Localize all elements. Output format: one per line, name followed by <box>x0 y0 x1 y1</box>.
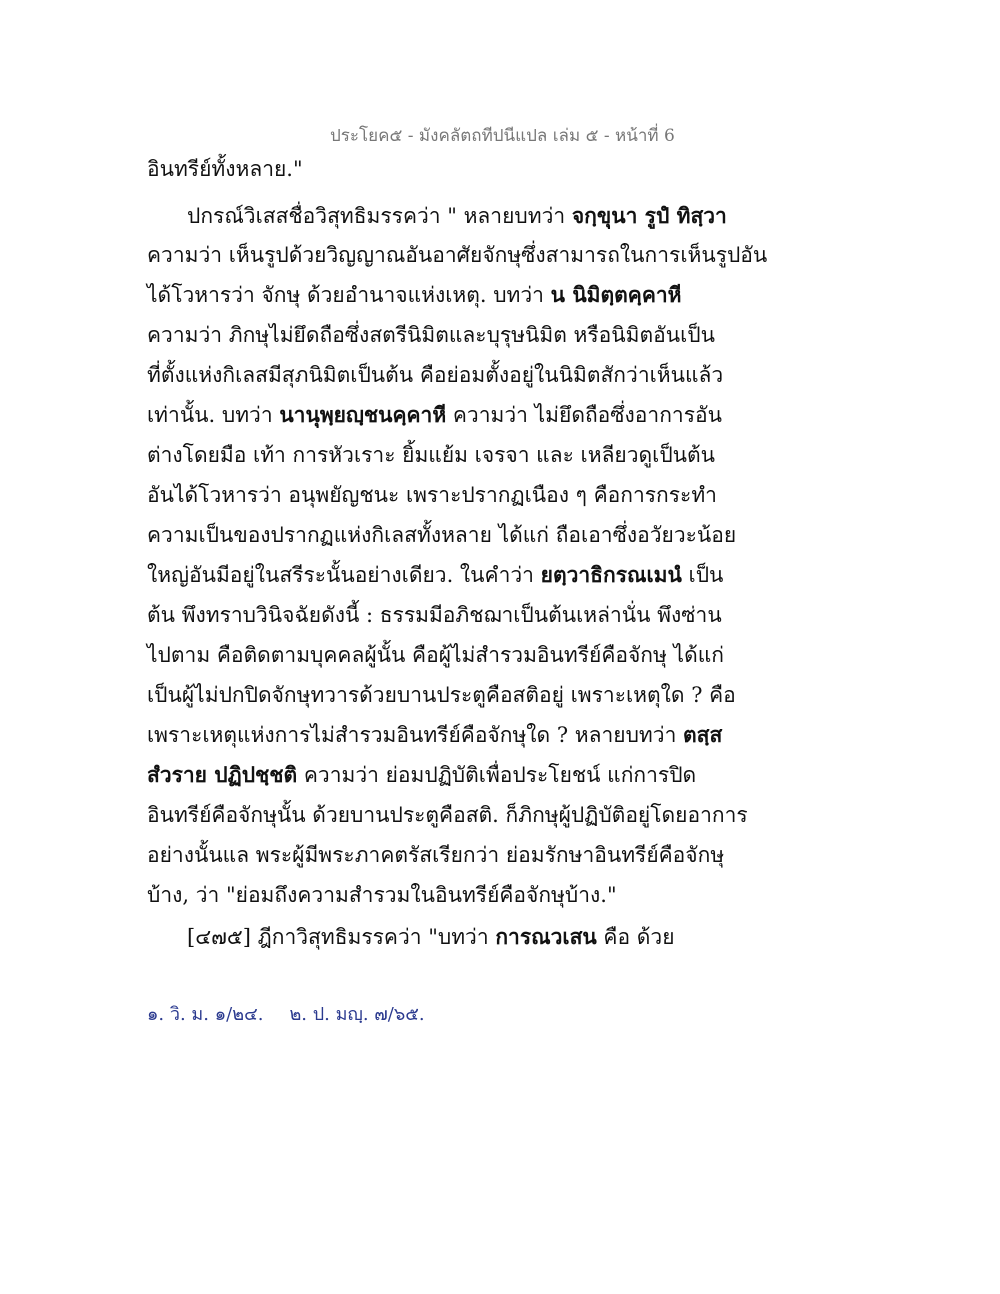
text-line <box>147 281 682 309</box>
text-line <box>147 641 724 669</box>
text-segment: ความเป็นของปรากฏแห่งกิเลสทั้งหลาย ได้แก่ ถือเอาซึ่งอวัยวะน้อย <box>147 523 737 547</box>
text-line <box>147 601 722 629</box>
footnote-2: ๒. ป. มญฺ. ๗/๖๕. <box>289 1004 425 1025</box>
text-line <box>147 801 748 829</box>
bold-term: จกฺขุนา รูปํ ทิสฺวา <box>571 203 727 228</box>
text-segment: ใหญ่อันมีอยู่ในสรีระนั้นอย่างเดียว. ในคำว่า <box>147 563 541 587</box>
text-line <box>147 155 303 183</box>
text-line <box>187 202 727 230</box>
text-line <box>147 841 724 869</box>
text-line <box>147 441 715 469</box>
bold-term: น นิมิตฺตคฺคาหี <box>550 282 682 307</box>
text-segment: เป็นผู้ไม่ปกปิดจักษุทวารด้วยบานประตูคือสติอยู่ เพราะเหตุใด ? คือ <box>147 683 736 707</box>
text-line <box>147 481 717 509</box>
text-segment: อันได้โวหารว่า อนุพยัญชนะ เพราะปรากฏเนือง ๆ คือการกระทำ <box>147 483 717 507</box>
footnotes <box>147 1003 425 1027</box>
bold-term: นานุพฺยญฺชนคฺคาหี <box>279 402 447 427</box>
text-line <box>147 761 696 789</box>
text-segment: อย่างนั้นแล พระผู้มีพระภาคตรัสเรียกว่า ย่อมรักษาอินทรีย์คือจักษุ <box>147 843 725 867</box>
text-segment: บ้าง, ว่า "ย่อมถึงความสำรวมในอินทรีย์คือจักษุบ้าง." <box>147 883 617 907</box>
text-line <box>187 923 675 951</box>
bold-term: ตสฺส <box>683 722 723 747</box>
text-line <box>147 721 722 749</box>
text-segment: ที่ตั้งแห่งกิเลสมีสุภนิมิตเป็นต้น คือย่อมตั้งอยู่ในนิมิตสักว่าเห็นแล้ว <box>147 363 724 387</box>
footnote-1: ๑. วิ. ม. ๑/๒๔. <box>147 1004 264 1025</box>
text-segment: ต้น พึงทราบวินิจฉัยดังนี้ : ธรรมมีอภิชฌาเป็นต้นเหล่านั่น พึงซ่าน <box>147 603 722 627</box>
text-line <box>147 401 722 429</box>
text-segment: ความว่า ย่อมปฏิบัติเพื่อประโยชน์ แก่การปิด <box>297 763 697 787</box>
text-segment: อินทรีย์คือจักษุนั้น ด้วยบานประตูคือสติ. ก็ภิกษุผู้ปฏิบัติอยู่โดยอาการ <box>147 803 748 827</box>
text-segment: คือ ด้วย <box>596 925 675 949</box>
bold-term: สํวราย ปฏิปชฺชติ <box>147 762 298 787</box>
text-segment: ความว่า ภิกษุไม่ยึดถือซึ่งสตรีนิมิตและบุรุษนิมิต หรือนิมิตอันเป็น <box>147 323 715 347</box>
text-segment: ปกรณ์วิเสสชื่อวิสุทธิมรรคว่า " หลายบทว่า <box>187 204 572 228</box>
text-line <box>147 681 736 709</box>
text-segment: เท่านั้น. บทว่า <box>147 403 280 427</box>
bold-term: ยตฺวาธิกรณเมนํ <box>540 562 682 587</box>
text-segment: ความว่า เห็นรูปด้วยวิญญาณอันอาศัยจักษุซึ่งสามารถในการเห็นรูปอัน <box>147 243 768 267</box>
page-header: ประโยค๕ - มังคลัตถทีปนีแปล เล่ม ๕ - หน้าที่ 6 <box>330 126 675 146</box>
text-segment: เป็น <box>681 563 724 587</box>
text-line <box>147 561 723 589</box>
text-segment: เพราะเหตุแห่งการไม่สำรวมอินทรีย์คือจักษุใด ? หลายบทว่า <box>147 723 684 747</box>
text-line <box>147 361 723 389</box>
bold-term: การณวเสน <box>495 924 597 949</box>
text-segment: [๔๗๕] ฎีกาวิสุทธิมรรคว่า "บทว่า <box>187 925 496 949</box>
text-line <box>147 881 617 909</box>
text-line <box>147 241 767 269</box>
text-segment: ได้โวหารว่า จักษุ ด้วยอำนาจแห่งเหตุ. บทว่า <box>147 283 551 307</box>
text-line <box>147 321 715 349</box>
text-line <box>147 521 736 549</box>
text-segment: ต่างโดยมือ เท้า การหัวเราะ ยิ้มแย้ม เจรจา และ เหลียวดูเป็นต้น <box>147 443 716 467</box>
text-segment: ความว่า ไม่ยึดถือซึ่งอาการอัน <box>446 403 722 427</box>
text-segment: ไปตาม คือติดตามบุคคลผู้นั้น คือผู้ไม่สำรวมอินทรีย์คือจักษุ ได้แก่ <box>147 643 724 667</box>
text-segment: อินทรีย์ทั้งหลาย." <box>147 157 303 181</box>
